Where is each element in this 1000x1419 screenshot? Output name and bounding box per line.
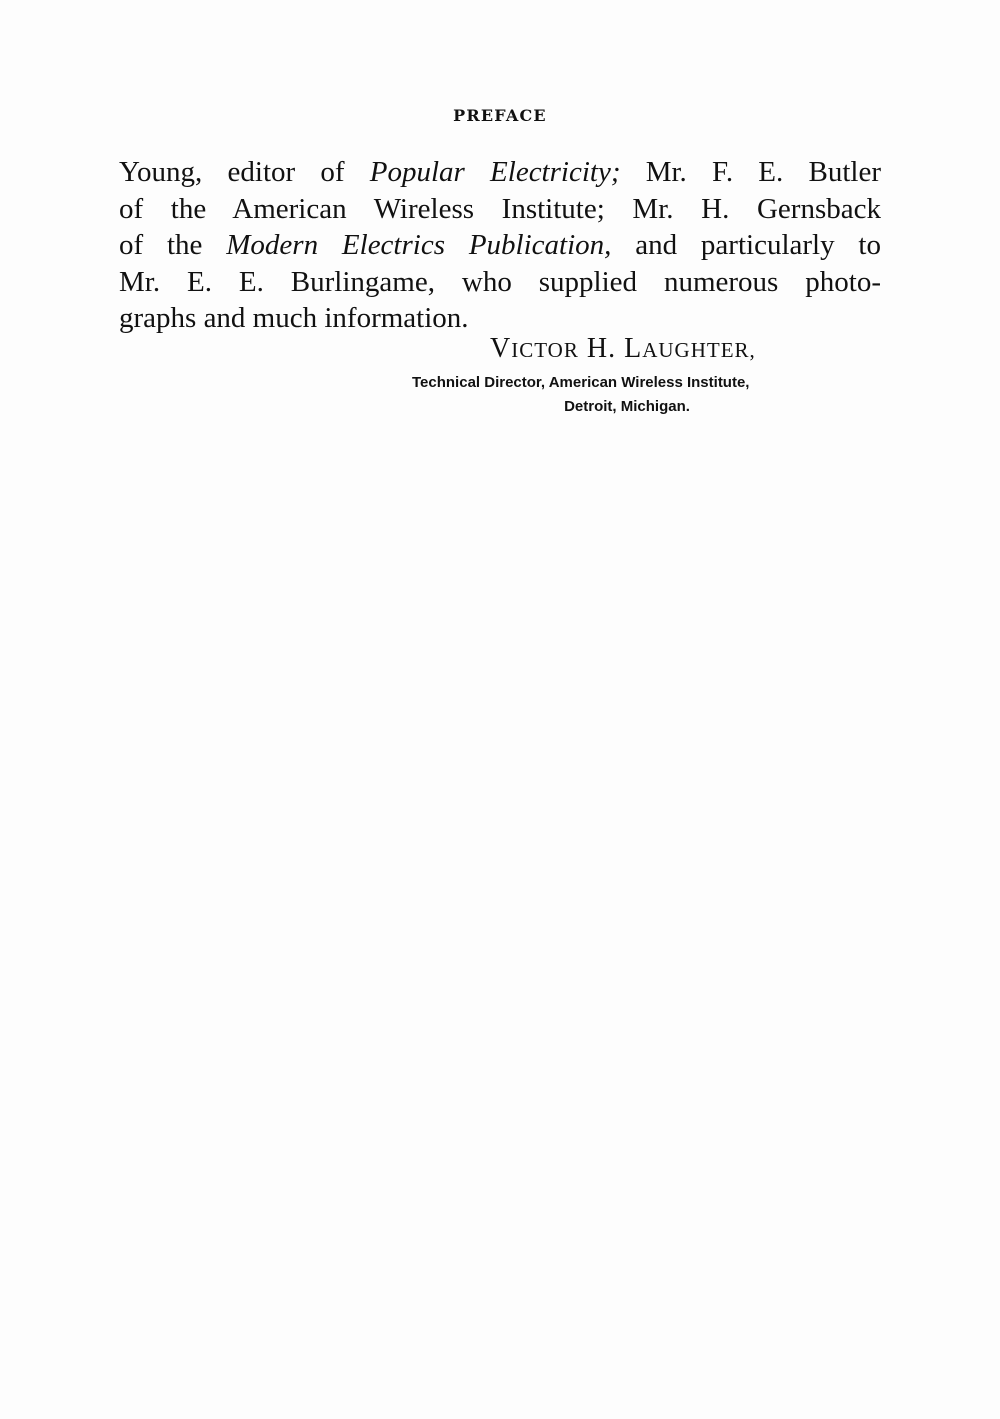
publication-title: Modern Electrics Publication, bbox=[226, 229, 612, 261]
sig-initial: L bbox=[624, 333, 643, 364]
sig-small-caps: ICTOR bbox=[511, 338, 579, 362]
sig-small-caps: AUGHTER, bbox=[642, 338, 756, 362]
text-span: Young, editor of bbox=[119, 156, 370, 188]
author-signature bbox=[490, 333, 756, 365]
preface-paragraph bbox=[119, 154, 881, 337]
text-span: of the bbox=[119, 229, 227, 261]
author-title: Technical Director, American Wireless Institute, bbox=[412, 374, 750, 391]
text-span: and particularly to bbox=[611, 229, 881, 261]
publication-title: Popular Electricity; bbox=[369, 156, 621, 188]
paragraph-line-4: Mr. E. E. Burlingame, who supplied numerous photo- bbox=[119, 265, 881, 298]
paragraph-line-1 bbox=[119, 154, 881, 191]
text-span: Mr. F. E. Butler bbox=[620, 156, 881, 188]
running-head: PREFACE bbox=[453, 106, 547, 125]
paragraph-line-2: of the American Wireless Institute; Mr. H. Gernsback bbox=[119, 192, 881, 225]
paragraph-line-3 bbox=[119, 227, 881, 264]
sig-initial: V bbox=[490, 333, 512, 364]
paragraph-line-5: graphs and much information. bbox=[119, 302, 469, 334]
author-location: Detroit, Michigan. bbox=[564, 398, 690, 415]
sig-middle: H. bbox=[578, 333, 625, 364]
